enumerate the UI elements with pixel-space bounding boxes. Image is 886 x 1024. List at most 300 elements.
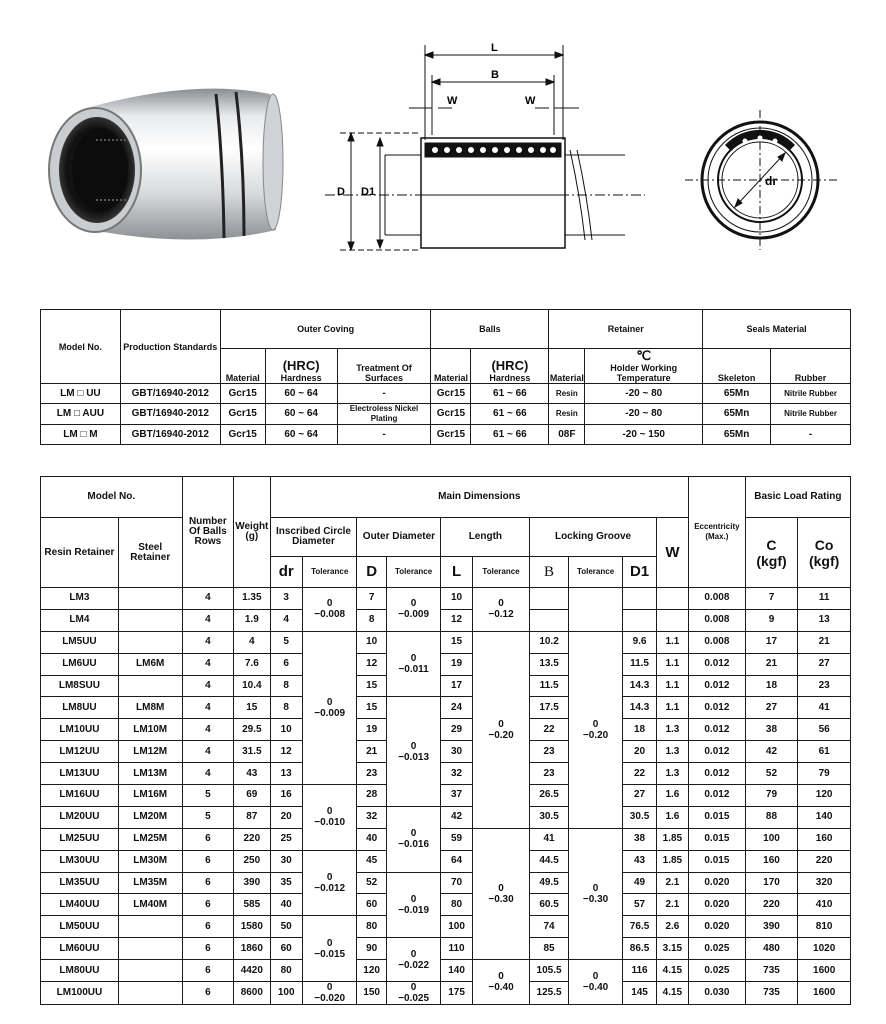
cell-C: 220 <box>745 894 798 916</box>
cell-D1: 30.5 <box>623 806 656 828</box>
cell-balls-rows: 6 <box>182 916 234 938</box>
cell-W: 3.15 <box>656 938 688 960</box>
cell-eccentricity: 0.025 <box>689 960 746 982</box>
cell-oc-hardness: 60 ~ 64 <box>265 384 337 404</box>
table-row <box>41 828 851 850</box>
cell-B <box>530 588 568 610</box>
cell-balls-rows: 4 <box>182 741 234 763</box>
cell-weight: 29.5 <box>234 719 270 741</box>
cell-D: 28 <box>357 785 386 807</box>
bearing-photo <box>40 80 305 255</box>
cell-Co: 220 <box>798 850 851 872</box>
cell-D: 15 <box>357 697 386 719</box>
cell-B-tolerance <box>568 960 623 1005</box>
cell-L-tolerance <box>472 960 530 1005</box>
cell-weight: 31.5 <box>234 741 270 763</box>
cell-weight: 220 <box>234 828 270 850</box>
cell-D: 32 <box>357 806 386 828</box>
cell-weight: 15 <box>234 697 270 719</box>
cell-dr: 80 <box>270 960 302 982</box>
cell-ball-material: Gcr15 <box>431 384 471 404</box>
cell-steel-model <box>118 631 182 653</box>
cell-D1: 86.5 <box>623 938 656 960</box>
cell-dr: 50 <box>270 916 302 938</box>
cell-resin-model: LM8UU <box>41 697 119 719</box>
cell-D-tolerance <box>386 806 441 872</box>
tolerance-lower: −0.009 <box>314 707 346 719</box>
cell-eccentricity: 0.020 <box>689 916 746 938</box>
cell-eccentricity: 0.020 <box>689 872 746 894</box>
cell-D: 120 <box>357 960 386 982</box>
cell-D1 <box>623 609 656 631</box>
cell-balls-rows: 4 <box>182 697 234 719</box>
cell-oc-material: Gcr15 <box>220 425 265 445</box>
cell-dr: 12 <box>270 741 302 763</box>
cell-eccentricity: 0.008 <box>689 609 746 631</box>
cell-dr-tolerance <box>302 850 357 916</box>
cell-steel-model <box>118 588 182 610</box>
tolerance-upper: 0 <box>326 806 333 818</box>
cell-skeleton: 65Mn <box>703 404 771 425</box>
header-basic-load: Basic Load Rating <box>745 477 850 518</box>
cell-D1: 57 <box>623 894 656 916</box>
cell-resin-model: LM4 <box>41 609 119 631</box>
cell-L: 37 <box>441 785 472 807</box>
dim-label-B: B <box>491 69 499 81</box>
tolerance-upper: 0 <box>410 653 417 665</box>
cell-L: 110 <box>441 938 472 960</box>
cell-eccentricity: 0.012 <box>689 675 746 697</box>
cell-W: 4.15 <box>656 982 688 1005</box>
header-Co: Co <box>814 536 834 553</box>
cell-balls-rows: 6 <box>182 894 234 916</box>
cell-C: 9 <box>745 609 798 631</box>
dim-label-D1: D1 <box>361 186 376 198</box>
cell-Co: 120 <box>798 785 851 807</box>
cell-L: 12 <box>441 609 472 631</box>
header-C: C <box>766 536 777 553</box>
cell-Co: 23 <box>798 675 851 697</box>
header-resin-retainer: Resin Retainer <box>41 518 119 588</box>
cell-balls-rows: 4 <box>182 631 234 653</box>
cell-C: 88 <box>745 806 798 828</box>
cell-L: 70 <box>441 872 472 894</box>
header-weight: Weight (g) <box>234 477 270 588</box>
cell-W: 4.15 <box>656 960 688 982</box>
cell-L: 29 <box>441 719 472 741</box>
cell-eccentricity: 0.025 <box>689 938 746 960</box>
cell-balls-rows: 4 <box>182 653 234 675</box>
cell-balls-rows: 6 <box>182 828 234 850</box>
cell-B: 74 <box>530 916 568 938</box>
cell-model: LM □ M <box>41 425 121 445</box>
tolerance-upper: 0 <box>410 740 417 752</box>
cell-D: 12 <box>357 653 386 675</box>
table-row <box>41 384 851 404</box>
cell-Co: 320 <box>798 872 851 894</box>
cell-dr-tolerance <box>302 982 357 1005</box>
cell-D-tolerance <box>386 697 441 806</box>
header-dr: dr <box>270 557 302 588</box>
cell-W: 1.85 <box>656 850 688 872</box>
tolerance-lower: −0.013 <box>398 751 430 763</box>
cell-resin-model: LM60UU <box>41 938 119 960</box>
tolerance-upper: 0 <box>592 971 599 983</box>
tolerance-upper: 0 <box>326 696 333 708</box>
cell-B: 10.2 <box>530 631 568 653</box>
cell-Co: 79 <box>798 763 851 785</box>
cell-B: 30.5 <box>530 806 568 828</box>
cell-eccentricity: 0.012 <box>689 653 746 675</box>
tolerance-upper: 0 <box>326 872 333 884</box>
cell-dr: 10 <box>270 719 302 741</box>
cell-resin-model: LM8SUU <box>41 675 119 697</box>
table-row <box>41 741 851 763</box>
cell-steel-model: LM35M <box>118 872 182 894</box>
header-steel-retainer: Steel Retainer <box>118 518 182 588</box>
dim-label-D: D <box>337 186 345 198</box>
cell-C: 38 <box>745 719 798 741</box>
cell-D1: 14.3 <box>623 675 656 697</box>
cell-D1: 14.3 <box>623 697 656 719</box>
cell-weight: 4 <box>234 631 270 653</box>
header-B: B <box>530 557 568 588</box>
cell-C: 21 <box>745 653 798 675</box>
cell-D-tolerance <box>386 938 441 982</box>
cell-ball-hardness: 61 ~ 66 <box>471 404 549 425</box>
cell-weight: 1580 <box>234 916 270 938</box>
cell-D1: 43 <box>623 850 656 872</box>
table-row <box>41 785 851 807</box>
cell-C: 390 <box>745 916 798 938</box>
cell-Co: 21 <box>798 631 851 653</box>
cell-eccentricity: 0.012 <box>689 697 746 719</box>
tolerance-upper: 0 <box>410 893 417 905</box>
dim-label-W-right: W <box>525 95 536 107</box>
cell-resin-model: LM13UU <box>41 763 119 785</box>
cell-C: 52 <box>745 763 798 785</box>
cell-D: 19 <box>357 719 386 741</box>
table-row <box>41 894 851 916</box>
header-skeleton: Skeleton <box>703 349 771 384</box>
cell-ball-material: Gcr15 <box>431 404 471 425</box>
cell-W: 1.6 <box>656 806 688 828</box>
cell-skeleton: 65Mn <box>703 384 771 404</box>
cell-Co: 61 <box>798 741 851 763</box>
cell-balls-rows: 6 <box>182 850 234 872</box>
table-row <box>41 938 851 960</box>
header-material-2: Material <box>431 349 471 384</box>
cell-retainer-temp: -20 ~ 80 <box>585 404 703 425</box>
cell-dr: 13 <box>270 763 302 785</box>
cell-W: 2.1 <box>656 872 688 894</box>
cell-D: 21 <box>357 741 386 763</box>
cell-D: 10 <box>357 631 386 653</box>
cell-D1: 145 <box>623 982 656 1005</box>
header-treatment: Treatment Of Surfaces <box>337 349 431 384</box>
tolerance-upper: 0 <box>498 971 504 983</box>
cell-weight: 1.9 <box>234 609 270 631</box>
table-row <box>41 675 851 697</box>
cell-balls-rows: 6 <box>182 938 234 960</box>
dim-label-W-left: W <box>447 95 458 107</box>
header-production-standards: Production Standards <box>120 310 220 384</box>
cell-L: 19 <box>441 653 472 675</box>
cell-steel-model <box>118 960 182 982</box>
dim-label-L: L <box>491 42 498 54</box>
table-row <box>41 806 851 828</box>
cell-resin-model: LM20UU <box>41 806 119 828</box>
cell-balls-rows: 6 <box>182 872 234 894</box>
tolerance-lower: −0.015 <box>314 948 346 960</box>
cell-resin-model: LM3 <box>41 588 119 610</box>
cell-B-tolerance <box>568 828 623 959</box>
cell-Co: 410 <box>798 894 851 916</box>
cell-steel-model <box>118 675 182 697</box>
cell-L: 24 <box>441 697 472 719</box>
header-holder-temp: Holder Working Temperature <box>610 363 678 383</box>
cell-L: 30 <box>441 741 472 763</box>
cell-weight: 7.6 <box>234 653 270 675</box>
cell-B <box>530 609 568 631</box>
cell-D: 8 <box>357 609 386 631</box>
tolerance-lower: −0.40 <box>582 982 609 994</box>
cell-balls-rows: 6 <box>182 982 234 1005</box>
tolerance-lower: −0.008 <box>314 609 346 621</box>
cell-W: 1.1 <box>656 653 688 675</box>
cell-Co: 56 <box>798 719 851 741</box>
cell-weight: 43 <box>234 763 270 785</box>
cell-eccentricity: 0.008 <box>689 631 746 653</box>
cell-rubber: Nitrile Rubber <box>771 404 851 425</box>
cell-L: 10 <box>441 588 472 610</box>
cell-steel-model <box>118 916 182 938</box>
cell-steel-model: LM40M <box>118 894 182 916</box>
cell-C: 170 <box>745 872 798 894</box>
table-row <box>41 916 851 938</box>
header-tolerance-dr: Tolerance <box>302 557 357 588</box>
tolerance-lower: −0.20 <box>582 729 609 741</box>
table-row <box>41 404 851 425</box>
bearing-end-view-drawing <box>685 105 840 255</box>
header-tolerance-D: Tolerance <box>386 557 441 588</box>
cell-L: 175 <box>441 982 472 1005</box>
tolerance-lower: −0.020 <box>314 993 346 1005</box>
cell-D1: 11.5 <box>623 653 656 675</box>
cell-B: 85 <box>530 938 568 960</box>
cell-D: 45 <box>357 850 386 872</box>
cell-resin-model: LM6UU <box>41 653 119 675</box>
tolerance-upper: 0 <box>326 982 333 994</box>
table-row <box>41 982 851 1005</box>
dimensions-table-body <box>41 588 851 1005</box>
cell-L: 17 <box>441 675 472 697</box>
header-material-1: Material <box>220 349 265 384</box>
table-row <box>41 763 851 785</box>
cell-balls-rows: 5 <box>182 806 234 828</box>
cell-dr: 30 <box>270 850 302 872</box>
cell-W: 1.1 <box>656 697 688 719</box>
cell-D: 7 <box>357 588 386 610</box>
cell-treatment: - <box>337 384 431 404</box>
cell-treatment: Electroless Nickel Plating <box>337 404 431 425</box>
cell-model: LM □ UU <box>41 384 121 404</box>
header-L: L <box>441 557 472 588</box>
tolerance-upper: 0 <box>326 937 333 949</box>
header-celsius: ℃ <box>636 348 652 363</box>
cell-steel-model: LM12M <box>118 741 182 763</box>
materials-table <box>40 309 851 445</box>
cell-treatment: - <box>337 425 431 445</box>
cell-L: 80 <box>441 894 472 916</box>
table-row <box>41 588 851 610</box>
cell-B: 125.5 <box>530 982 568 1005</box>
cell-C: 18 <box>745 675 798 697</box>
header-W: W <box>656 518 688 588</box>
cell-oc-hardness: 60 ~ 64 <box>265 425 337 445</box>
cell-L: 15 <box>441 631 472 653</box>
tolerance-lower: −0.12 <box>488 609 514 621</box>
cell-eccentricity: 0.015 <box>689 850 746 872</box>
cell-C: 100 <box>745 828 798 850</box>
header-hardness-1: Hardness <box>280 373 322 383</box>
cell-dr: 4 <box>270 609 302 631</box>
header-D: D <box>357 557 386 588</box>
cell-Co: 160 <box>798 828 851 850</box>
cell-B: 41 <box>530 828 568 850</box>
table-row <box>41 697 851 719</box>
cell-D: 15 <box>357 675 386 697</box>
cell-steel-model: LM25M <box>118 828 182 850</box>
cell-eccentricity: 0.015 <box>689 806 746 828</box>
cell-dr-tolerance <box>302 588 357 632</box>
cell-W <box>656 609 688 631</box>
dim-label-dr: dr <box>765 174 777 188</box>
tolerance-lower: −0.30 <box>582 893 609 905</box>
cell-retainer-material: Resin <box>549 384 585 404</box>
cell-Co: 140 <box>798 806 851 828</box>
table-row <box>41 960 851 982</box>
table-row <box>41 850 851 872</box>
cell-dr: 35 <box>270 872 302 894</box>
cell-weight: 8600 <box>234 982 270 1005</box>
cell-eccentricity: 0.012 <box>689 719 746 741</box>
cell-dr: 5 <box>270 631 302 653</box>
cell-L: 64 <box>441 850 472 872</box>
cell-L-tolerance <box>472 588 530 632</box>
header-length: Length <box>441 518 530 557</box>
tolerance-lower: −0.012 <box>314 883 346 895</box>
cell-B-tolerance <box>568 588 623 632</box>
cell-resin-model: LM25UU <box>41 828 119 850</box>
tolerance-lower: −0.025 <box>398 993 430 1005</box>
tolerance-upper: 0 <box>592 882 599 894</box>
cell-rubber: Nitrile Rubber <box>771 384 851 404</box>
cell-weight: 1.35 <box>234 588 270 610</box>
tolerance-upper: 0 <box>410 948 417 960</box>
cell-standard: GBT/16940-2012 <box>120 404 220 425</box>
table-row <box>41 872 851 894</box>
header-material-3: Material <box>549 349 585 384</box>
header-Co-unit: (kgf) <box>808 552 840 569</box>
cell-D-tolerance <box>386 982 441 1005</box>
header-hrc-2: (HRC) <box>491 358 529 373</box>
cell-Co: 13 <box>798 609 851 631</box>
cell-W: 1.1 <box>656 675 688 697</box>
header-retainer: Retainer <box>549 310 703 349</box>
cell-Co: 1600 <box>798 982 851 1005</box>
tolerance-lower: −0.40 <box>488 982 514 994</box>
tolerance-lower: −0.20 <box>488 729 514 741</box>
cell-C: 735 <box>745 982 798 1005</box>
header-C-unit: (kgf) <box>756 552 787 569</box>
bearing-section-drawing <box>325 35 655 260</box>
cell-resin-model: LM100UU <box>41 982 119 1005</box>
header-rubber: Rubber <box>771 349 851 384</box>
dimensions-table <box>40 476 851 1005</box>
header-seals-material: Seals Material <box>703 310 851 349</box>
tolerance-upper: 0 <box>326 598 333 610</box>
cell-weight: 1860 <box>234 938 270 960</box>
table-row <box>41 653 851 675</box>
cell-eccentricity: 0.012 <box>689 785 746 807</box>
cell-D1 <box>623 588 656 610</box>
cell-B: 23 <box>530 741 568 763</box>
cell-eccentricity: 0.008 <box>689 588 746 610</box>
cell-skeleton: 65Mn <box>703 425 771 445</box>
cell-model: LM □ AUU <box>41 404 121 425</box>
cell-balls-rows: 6 <box>182 960 234 982</box>
table-row <box>41 609 851 631</box>
cell-weight: 4420 <box>234 960 270 982</box>
cell-L-tolerance <box>472 631 530 828</box>
cell-dr-tolerance <box>302 785 357 851</box>
cell-B: 17.5 <box>530 697 568 719</box>
cell-C: 27 <box>745 697 798 719</box>
cell-D1: 49 <box>623 872 656 894</box>
cell-B: 49.5 <box>530 872 568 894</box>
cell-dr: 8 <box>270 675 302 697</box>
cell-steel-model: LM13M <box>118 763 182 785</box>
cell-W <box>656 588 688 610</box>
cell-B: 23 <box>530 763 568 785</box>
cell-steel-model: LM10M <box>118 719 182 741</box>
header-hrc-1: (HRC) <box>282 358 320 373</box>
table-row <box>41 631 851 653</box>
cell-L: 100 <box>441 916 472 938</box>
cell-B-tolerance <box>568 631 623 828</box>
cell-resin-model: LM5UU <box>41 631 119 653</box>
cell-dr: 20 <box>270 806 302 828</box>
cell-steel-model: LM6M <box>118 653 182 675</box>
cell-C: 735 <box>745 960 798 982</box>
tolerance-lower: −0.009 <box>398 609 430 621</box>
cell-ball-hardness: 61 ~ 66 <box>471 425 549 445</box>
header-inscribed: Inscribed Circle Diameter <box>270 518 357 557</box>
cell-resin-model: LM12UU <box>41 741 119 763</box>
cell-L-tolerance <box>472 828 530 959</box>
cell-dr: 6 <box>270 653 302 675</box>
cell-B: 11.5 <box>530 675 568 697</box>
header-outer-diameter: Outer Diameter <box>357 518 441 557</box>
cell-resin-model: LM16UU <box>41 785 119 807</box>
cell-D1: 20 <box>623 741 656 763</box>
cell-D: 40 <box>357 828 386 850</box>
cell-W: 1.6 <box>656 785 688 807</box>
cell-dr: 16 <box>270 785 302 807</box>
header-balls: Balls <box>431 310 549 349</box>
cell-steel-model <box>118 609 182 631</box>
